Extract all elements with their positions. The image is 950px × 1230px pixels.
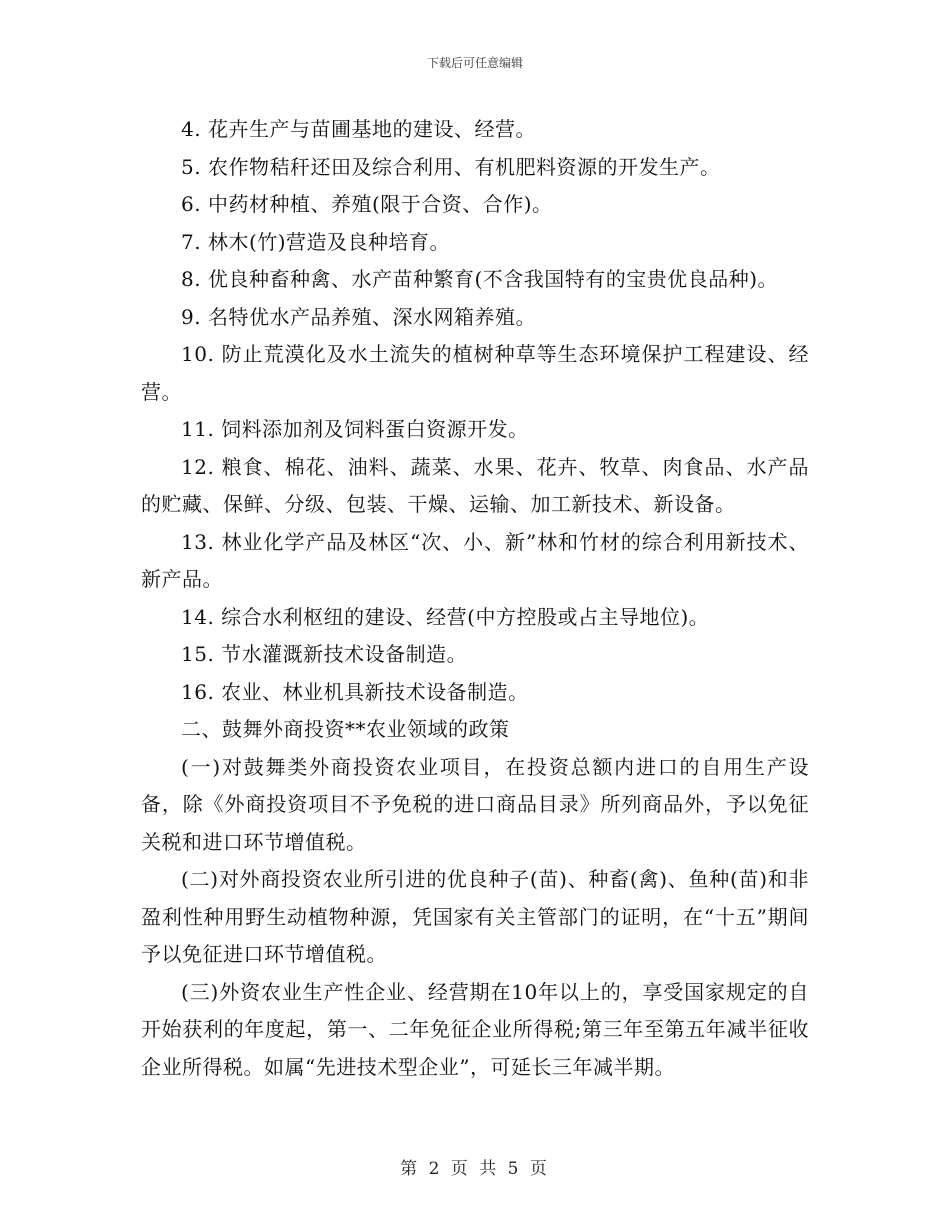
paragraph-item-13: 13. 林业化学产品及林区“次、小、新”林和竹材的综合利用新技术、新产品。 xyxy=(141,529,809,591)
page-header: 下载后可任意编辑 xyxy=(426,56,523,70)
paragraph-item-14: 14. 综合水利枢纽的建设、经营(中方控股或占主导地位)。 xyxy=(181,604,710,629)
paragraph-item-6: 6. 中药材种植、养殖(限于合资、合作)。 xyxy=(181,192,553,216)
paragraph-item-16: 16. 农业、林业机具新技术设备制造。 xyxy=(181,679,529,704)
policy-paragraph-2: (二)对外商投资农业所引进的优良种子(苗)、种畜(禽)、鱼种(苗)和非盈利性种用野生动植物种源，凭国家有关主管部门的证明，在“十五”期间予以免征进口环节增值税。 xyxy=(141,867,809,966)
policy-paragraph-3: (三)外资农业生产性企业、经营期在10年以上的，享受国家规定的自开始获利的年度起，第一、二年免征企业所得税;第三年至第五年减半征收企业所得税。如属“先进技术型企业”，可延长三年减半期。 xyxy=(141,979,809,1079)
policy-paragraph-1: (一)对鼓舞类外商投资农业项目，在投资总额内进口的自用生产设备，除《外商投资项目不予免税的进口商品目录》所列商品外，予以免征关税和进口环节增值税。 xyxy=(141,754,809,854)
paragraph-item-8: 8. 优良种畜种禽、水产苗种繁育(不含我国特有的宝贵优良品种)。 xyxy=(181,267,779,291)
page-footer: 第 2 页 共 5 页 xyxy=(400,1159,550,1179)
document-body xyxy=(141,111,809,1086)
paragraph-item-7: 7. 林木(竹)营造及良种培育。 xyxy=(181,229,451,254)
paragraph-item-12: 12. 粮食、棉花、油料、蔬菜、水果、花卉、牧草、肉食品、水产品的贮藏、保鲜、分级、包装、干燥、运输、加工新技术、新设备。 xyxy=(141,454,809,516)
paragraph-item-9: 9. 名特优水产品养殖、深水网箱养殖。 xyxy=(181,304,536,329)
paragraph-item-4: 4. 花卉生产与苗圃基地的建设、经营。 xyxy=(181,117,536,141)
paragraph-item-15: 15. 节水灌溉新技术设备制造。 xyxy=(181,642,468,666)
section-heading: 二、鼓舞外商投资**农业领域的政策 xyxy=(181,717,510,741)
paragraph-item-11: 11. 饲料添加剂及饲料蛋白资源开发。 xyxy=(181,417,529,441)
paragraph-item-5: 5. 农作物秸秆还田及综合利用、有机肥料资源的开发生产。 xyxy=(181,154,721,179)
paragraph-item-10: 10. 防止荒漠化及水土流失的植树种草等生态环境保护工程建设、经营。 xyxy=(141,342,809,404)
